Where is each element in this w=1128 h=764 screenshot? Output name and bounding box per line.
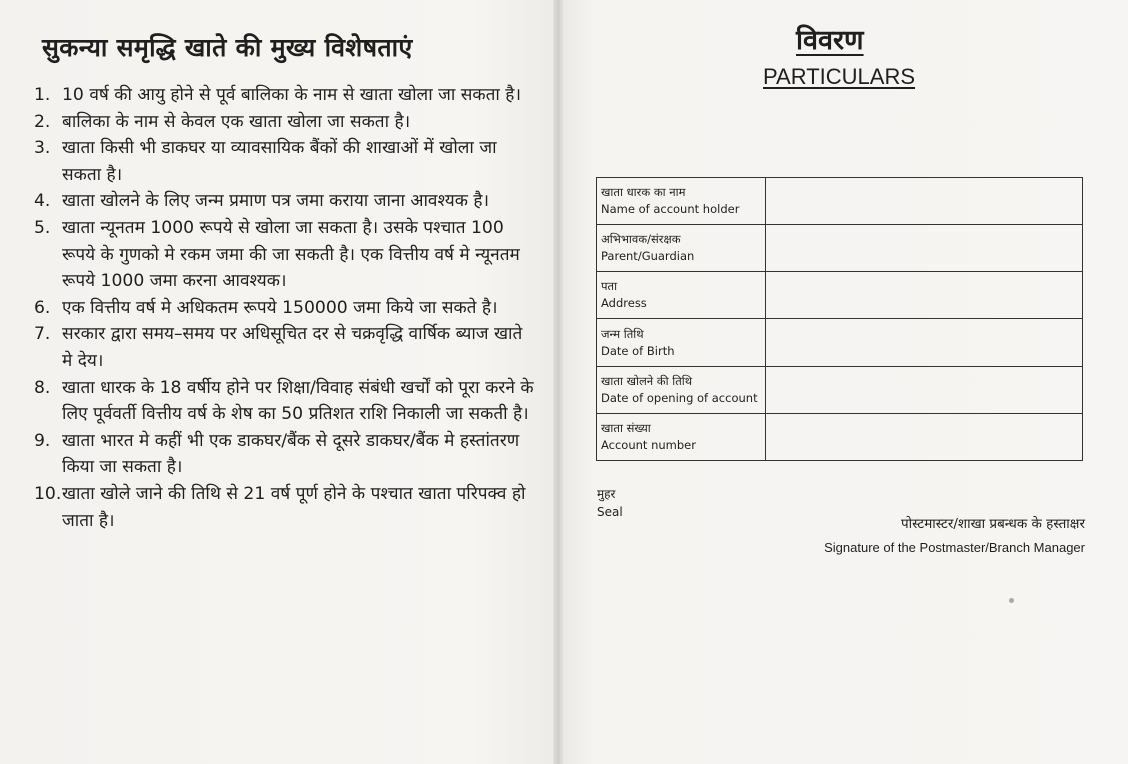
date-of-birth-field[interactable] (766, 319, 1083, 366)
parent-guardian-field[interactable] (766, 225, 1083, 272)
field-label-english: Date of Birth (601, 343, 675, 358)
feature-item (34, 295, 534, 322)
field-label-english: Account number (601, 437, 696, 452)
feature-number: 5. (34, 217, 51, 238)
signature-label-english: Signature of the Postmaster/Branch Manager (824, 540, 1085, 555)
page-fold (553, 0, 563, 764)
feature-item (34, 109, 534, 136)
address-field[interactable] (766, 272, 1083, 319)
feature-text: बालिका के नाम से केवल एक खाता खोला जा सकता है। (62, 111, 411, 132)
table-row (597, 366, 1083, 413)
feature-text: 10 वर्ष की आयु होने से पूर्व बालिका के नाम से खाता खोला जा सकता है। (62, 85, 521, 105)
feature-text: खाता खोलने के लिए जन्म प्रमाण पत्र जमा कराया जाना आवश्यक है। (62, 191, 490, 212)
feature-number: 10. (34, 483, 62, 504)
seal-label (597, 485, 623, 521)
feature-number: 9. (34, 430, 51, 451)
field-label-english: Address (601, 296, 647, 311)
feature-text: खाता खोले जाने की तिथि से 21 वर्ष पूर्ण होने के पश्चात खाता परिपक्व हो जाता है। (62, 483, 526, 531)
field-label-hindi: खाता खोलने की तिथि (601, 373, 693, 388)
table-row (597, 225, 1083, 272)
field-label-hindi: पता (601, 279, 618, 294)
particulars-title-english: PARTICULARS (763, 64, 916, 89)
feature-number: 1. (34, 85, 51, 105)
particulars-table (596, 177, 1083, 461)
signature-label-hindi: पोस्टमास्टर/शाखा प्रबन्धक के हस्ताक्षर (901, 516, 1085, 532)
field-label (597, 178, 766, 225)
feature-item (34, 481, 534, 534)
features-title: सुकन्या समृद्धि खाते की मुख्य विशेषताएं (42, 33, 413, 62)
feature-item (34, 375, 534, 428)
field-label (597, 366, 766, 413)
feature-item (34, 135, 534, 188)
field-label-hindi: खाता संख्या (601, 420, 651, 435)
table-row (597, 413, 1083, 460)
table-row (597, 178, 1083, 225)
feature-text: खाता किसी भी डाकघर या व्यावसायिक बैंकों की शाखाओं में खोला जा सकता है। (62, 138, 497, 185)
field-label-english: Parent/Guardian (601, 249, 695, 264)
account-holder-name-field[interactable] (766, 178, 1083, 225)
field-label-english: Date of opening of account (601, 390, 758, 405)
features-list (34, 82, 534, 534)
signature-block (763, 512, 1085, 560)
table-row (597, 319, 1083, 366)
feature-text: खाता भारत मे कहीं भी एक डाकघर/बैंक से दूसरे डाकघर/बैंक मे हस्तांतरण किया जा सकता है। (62, 430, 520, 478)
table-row (597, 272, 1083, 319)
feature-item (34, 215, 534, 295)
feature-item (34, 321, 534, 374)
feature-number: 8. (34, 377, 51, 398)
feature-text: खाता धारक के 18 वर्षीय होने पर शिक्षा/विवाह संबंधी खर्चों को पूरा करने के लिए पूर्ववर्ती वित्तीय वर्ष के शेष का 50 प्रतिशत राशि निकाली जा सकती है। (62, 377, 534, 425)
feature-number: 3. (34, 138, 51, 159)
feature-number: 6. (34, 297, 51, 318)
feature-text: खाता न्यूनतम 1000 रूपये से खोला जा सकता है। उसके पश्चात 100 रूपये के गुणको मे रकम जमा की जा सकती है। एक वित्तीय वर्ष मे न्यूनतम रूपये 1000 जमा करना आवश्यक। (62, 217, 520, 292)
field-label-hindi: खाता धारक का नाम (601, 185, 686, 200)
field-label-hindi: जन्म तिथि (601, 326, 644, 341)
field-label (597, 225, 766, 272)
field-label-hindi: अभिभावक/संरक्षक (601, 232, 681, 247)
seal-label-english: Seal (597, 505, 623, 519)
feature-item (34, 82, 534, 109)
feature-item (34, 428, 534, 481)
field-label (597, 272, 766, 319)
field-label (597, 319, 766, 366)
feature-number: 7. (34, 324, 51, 345)
feature-number: 2. (34, 111, 51, 132)
feature-item (34, 188, 534, 215)
field-label-english: Name of account holder (601, 202, 740, 217)
feature-text: सरकार द्वारा समय–समय पर अधिसूचित दर से चक्रवृद्धि वार्षिक ब्याज खाते मे देय। (62, 324, 523, 371)
paper-speck (1009, 598, 1014, 603)
feature-number: 4. (34, 191, 51, 212)
account-number-field[interactable] (766, 413, 1083, 460)
particulars-title-hindi: विवरण (796, 25, 864, 56)
feature-text: एक वित्तीय वर्ष मे अधिकतम रूपये 150000 जमा किये जा सकते है। (62, 297, 498, 318)
field-label (597, 413, 766, 460)
date-of-opening-field[interactable] (766, 366, 1083, 413)
seal-label-hindi: मुहर (597, 487, 616, 501)
